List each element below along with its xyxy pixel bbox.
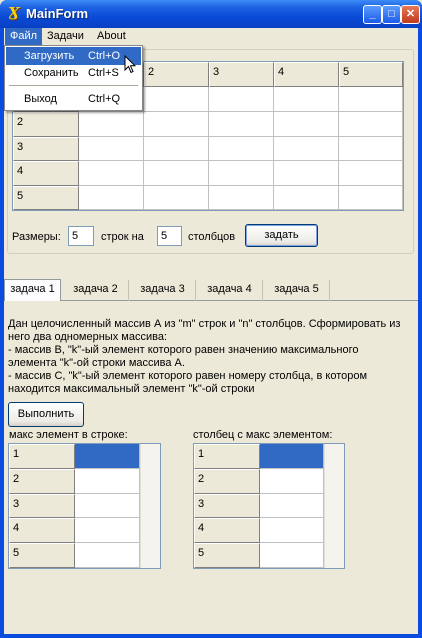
menu-tasks[interactable]: Задачи xyxy=(47,30,84,42)
result-cell[interactable] xyxy=(260,494,324,518)
result-row-header: 5 xyxy=(194,543,260,568)
minimize-icon: _ xyxy=(369,8,376,20)
tab-task-3[interactable]: задача 3 xyxy=(130,280,196,301)
tab-task-5[interactable]: задача 5 xyxy=(264,280,330,301)
result-cell-selected[interactable] xyxy=(75,444,140,469)
menu-save-shortcut: Ctrl+S xyxy=(88,67,119,79)
minimize-button[interactable] xyxy=(363,5,382,24)
description-line: Дан целочисленный массив А из "m" строк и "n" столбцов. Сформировать из xyxy=(8,318,401,330)
matrix-cell[interactable] xyxy=(79,112,144,137)
matrix-cell[interactable] xyxy=(274,161,339,186)
matrix-cell[interactable] xyxy=(339,161,403,186)
result-cell[interactable] xyxy=(260,543,324,568)
matrix-col-header: 4 xyxy=(274,62,339,87)
run-button[interactable]: Выполнить xyxy=(8,402,84,427)
result-row-header: 5 xyxy=(9,543,75,568)
result-cell[interactable] xyxy=(75,469,140,494)
matrix-col-header: 3 xyxy=(209,62,274,87)
matrix-cell[interactable] xyxy=(339,186,403,210)
cols-input[interactable]: 5 xyxy=(157,226,182,246)
vertical-scrollbar[interactable] xyxy=(324,444,344,568)
sizes-label: Размеры: xyxy=(12,231,61,243)
matrix-col-header: 5 xyxy=(339,62,403,87)
matrix-row-header: 4 xyxy=(13,161,79,186)
rows-input[interactable]: 5 xyxy=(68,226,94,246)
menu-file[interactable]: Файл xyxy=(5,28,42,45)
matrix-cell[interactable] xyxy=(209,186,274,210)
description-line: него два одномерных массива: xyxy=(8,331,167,343)
result-cell[interactable] xyxy=(75,543,140,568)
maximize-icon: □ xyxy=(388,8,395,20)
menu-exit-shortcut: Ctrl+Q xyxy=(88,93,121,105)
tab-task-2[interactable]: задача 2 xyxy=(63,280,129,301)
tab-task-4[interactable]: задача 4 xyxy=(197,280,263,301)
set-size-button[interactable]: задать xyxy=(245,224,318,247)
matrix-cell[interactable] xyxy=(209,137,274,161)
matrix-row-header: 5 xyxy=(13,186,79,210)
menu-exit-label: Выход xyxy=(24,93,57,105)
matrix-cell[interactable] xyxy=(274,186,339,210)
result-cell-selected[interactable] xyxy=(260,444,324,469)
result-row-header: 1 xyxy=(9,444,75,469)
cols-label: столбцов xyxy=(188,231,236,243)
max-element-grid[interactable] xyxy=(8,443,161,569)
close-button[interactable] xyxy=(401,5,420,24)
menu-exit[interactable] xyxy=(6,90,141,108)
description-line: - массив В, "k"-ый элемент которого равен значению максимального xyxy=(8,344,359,356)
matrix-cell[interactable] xyxy=(339,137,403,161)
max-column-grid[interactable] xyxy=(193,443,345,569)
matrix-cell[interactable] xyxy=(274,87,339,112)
task-description xyxy=(8,318,412,396)
result-row-header: 4 xyxy=(194,518,260,543)
result-left-label: макс элемент в строке: xyxy=(9,429,128,441)
rows-label: строк на xyxy=(101,231,144,243)
result-row-header: 4 xyxy=(9,518,75,543)
menu-separator xyxy=(9,85,138,86)
result-row-header: 2 xyxy=(194,469,260,494)
mouse-cursor-icon xyxy=(124,55,136,74)
matrix-row-header: 2 xyxy=(13,112,79,137)
menu-about[interactable]: About xyxy=(97,30,126,42)
result-row-header: 3 xyxy=(9,494,75,518)
delphi-icon[interactable]: Ɣ xyxy=(7,4,20,22)
result-row-header: 3 xyxy=(194,494,260,518)
matrix-cell[interactable] xyxy=(144,186,209,210)
matrix-cell[interactable] xyxy=(144,161,209,186)
matrix-cell[interactable] xyxy=(144,87,209,112)
file-dropdown-menu xyxy=(4,45,143,111)
menu-load-label: Загрузить xyxy=(24,50,75,62)
result-cell[interactable] xyxy=(260,469,324,494)
matrix-cell[interactable] xyxy=(209,112,274,137)
close-icon: ✕ xyxy=(405,8,416,20)
result-row-header: 2 xyxy=(9,469,75,494)
window-title: MainForm xyxy=(26,6,89,21)
vertical-scrollbar[interactable] xyxy=(140,444,160,568)
description-line: элемента "k"-ой строки массива А. xyxy=(8,357,185,369)
description-line: - массив С, "k"-ый элемент которого равен номеру столбца, в котором xyxy=(8,370,368,382)
description-line: находится максимальный элемент "k"-ой строки xyxy=(8,383,255,395)
matrix-row-header: 3 xyxy=(13,137,79,161)
result-cell[interactable] xyxy=(75,518,140,543)
result-cell[interactable] xyxy=(260,518,324,543)
matrix-cell[interactable] xyxy=(274,137,339,161)
matrix-cell[interactable] xyxy=(79,137,144,161)
matrix-cell[interactable] xyxy=(79,161,144,186)
menu-load[interactable] xyxy=(6,47,141,65)
result-cell[interactable] xyxy=(75,494,140,518)
matrix-cell[interactable] xyxy=(209,161,274,186)
menu-save-label: Сохранить xyxy=(24,67,79,79)
matrix-col-header: 2 xyxy=(144,62,209,87)
matrix-cell[interactable] xyxy=(274,112,339,137)
matrix-cell[interactable] xyxy=(339,112,403,137)
matrix-cell[interactable] xyxy=(144,112,209,137)
maximize-button[interactable] xyxy=(382,5,401,24)
result-row-header: 1 xyxy=(194,444,260,469)
result-right-label: столбец с макс элементом: xyxy=(193,429,333,441)
matrix-cell[interactable] xyxy=(79,186,144,210)
menu-save[interactable] xyxy=(6,64,141,82)
matrix-cell[interactable] xyxy=(209,87,274,112)
matrix-cell[interactable] xyxy=(144,137,209,161)
menu-load-shortcut: Ctrl+O xyxy=(88,50,121,62)
matrix-cell[interactable] xyxy=(339,87,403,112)
tab-task-1[interactable]: задача 1 xyxy=(4,279,61,301)
